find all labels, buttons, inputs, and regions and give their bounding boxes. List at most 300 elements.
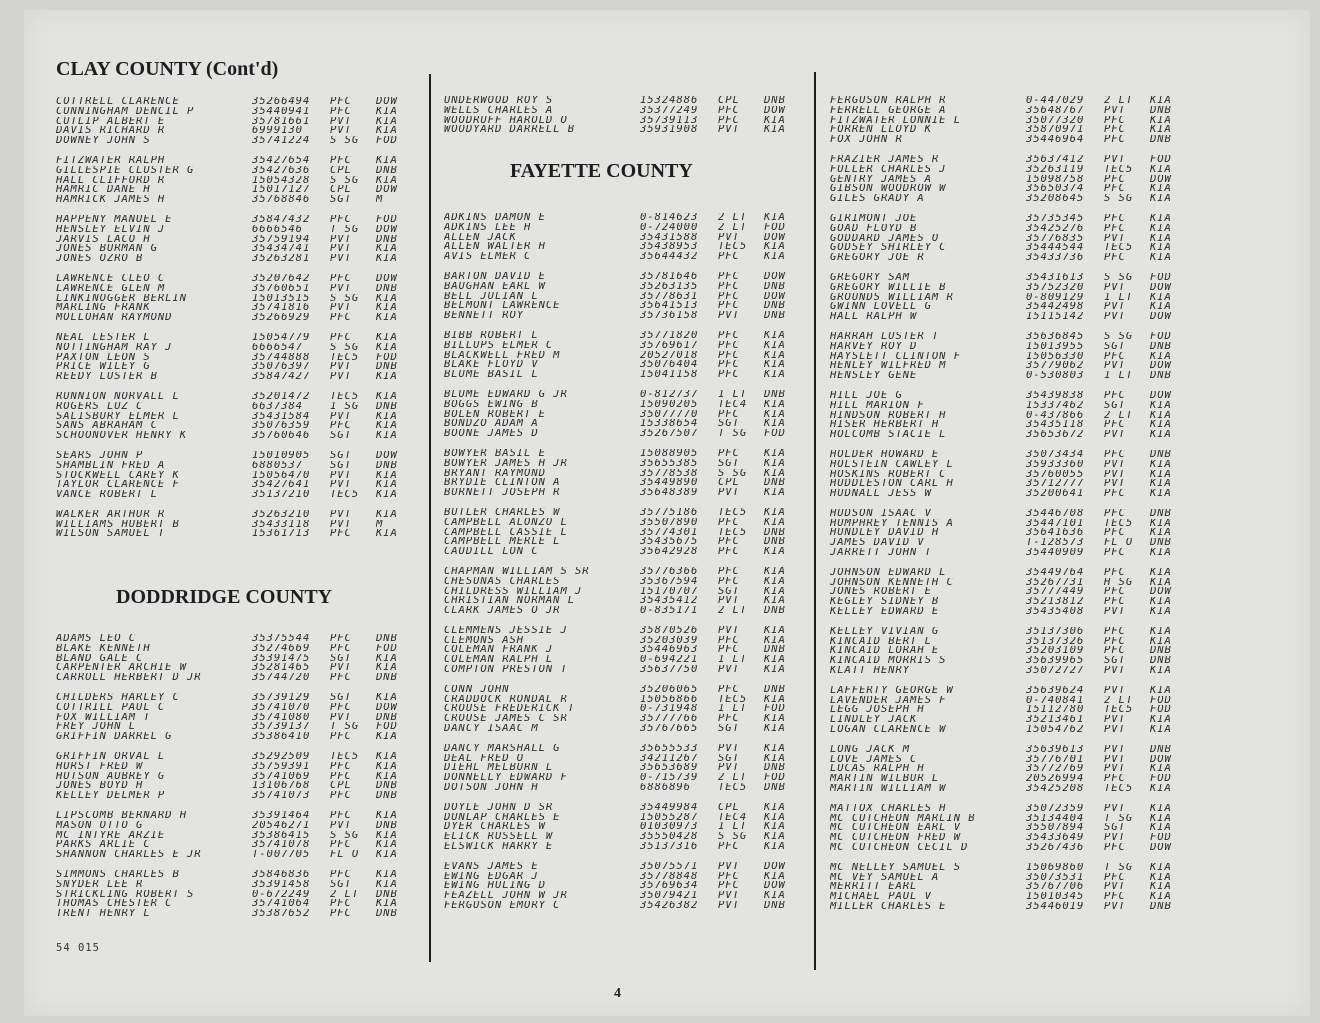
rank: PFC [718, 547, 740, 557]
serial-number: 35507894 [1026, 823, 1085, 834]
casualty-name: PARKS ARLIE C [56, 840, 151, 851]
casualty-row [830, 538, 1210, 548]
rank: PFC [330, 673, 352, 683]
casualty-name: LAVENDER JAMES F [830, 695, 947, 706]
status: DNB [764, 537, 786, 548]
serial-number: 35267436 [1026, 843, 1085, 853]
rank: SGT [330, 460, 352, 471]
status: KIA [376, 830, 398, 841]
casualty-name: DANCY MARSHALL G [444, 743, 561, 754]
rank: SGT [718, 419, 740, 430]
rank: PFC [718, 842, 740, 852]
rank: PFC [718, 409, 740, 420]
status: DNB [1150, 135, 1172, 145]
casualty-row [56, 673, 436, 683]
casualty-row [444, 459, 824, 469]
casualty-row [444, 331, 824, 341]
rank: PFC [1104, 587, 1126, 598]
casualty-row [830, 892, 1210, 902]
casualty-row [56, 402, 436, 412]
casualty-name: BOONE JAMES D [444, 429, 539, 439]
entry-group [56, 752, 436, 801]
casualty-row [56, 663, 436, 673]
casualty-row [444, 360, 824, 370]
casualty-name: BLAKE FLOYD V [444, 360, 539, 371]
serial-number: 35292509 [252, 751, 311, 762]
serial-number: 35433736 [1026, 253, 1085, 263]
status: KIA [376, 509, 398, 520]
status: KIA [764, 419, 786, 430]
casualty-name: COLEMAN RALPH L [444, 655, 554, 666]
casualty-row [830, 155, 1210, 165]
casualty-row [444, 547, 824, 557]
rank: PVT [718, 665, 740, 675]
rank: S SG [1104, 272, 1134, 283]
casualty-row [444, 370, 824, 380]
rank: PVT [1104, 469, 1126, 480]
status: KIA [1150, 96, 1172, 106]
casualty-name: HARRAH LUSTER T [830, 331, 940, 342]
serial-number: 20526994 [1026, 774, 1085, 785]
rank: PVT [330, 519, 352, 530]
status: KIA [1150, 233, 1172, 244]
serial-number: 35741080 [252, 712, 311, 723]
casualty-name: DAVIS RICHARD R [56, 126, 166, 137]
rank: TEC5 [718, 783, 748, 793]
casualty-name: CHILDERS HARLEY C [56, 692, 180, 703]
casualty-row [56, 510, 436, 520]
casualty-row [56, 821, 436, 831]
entry-group [830, 391, 1210, 440]
serial-number: 0-672249 [252, 889, 311, 900]
casualty-row [56, 520, 436, 530]
rank: PFC [330, 313, 352, 323]
rank: PFC [1104, 135, 1126, 145]
rank: TEC5 [718, 694, 748, 705]
rank: PVT [718, 625, 740, 636]
status: KIA [376, 391, 398, 402]
casualty-row [444, 862, 824, 872]
casualty-row [56, 451, 436, 461]
serial-number: 35741078 [252, 840, 311, 851]
serial-number: 35769617 [640, 340, 699, 351]
rank: SGT [1104, 656, 1126, 667]
status: FOD [376, 643, 398, 654]
serial-number: 35846836 [252, 869, 311, 880]
rank: TEC5 [718, 507, 748, 518]
casualty-name: JONES BOYD H [56, 781, 144, 792]
casualty-name: GRIFFIN ORVAL L [56, 751, 166, 762]
rank: PFC [1104, 449, 1126, 460]
casualty-name: CHRISTIAN NORMAN L [444, 596, 576, 607]
serial-number: 35440941 [252, 106, 311, 117]
serial-number: 35442498 [1026, 302, 1085, 313]
casualty-row [830, 342, 1210, 352]
serial-number: 35391458 [252, 879, 311, 890]
casualty-row [830, 312, 1210, 322]
rank: 2 LT [1104, 96, 1134, 106]
status: FOD [1150, 272, 1172, 283]
status: KIA [376, 411, 398, 422]
casualty-name: CUTLIP ALBERT E [56, 116, 166, 127]
rank: PVT [330, 470, 352, 481]
rank: PVT [330, 480, 352, 491]
casualty-name: CLARK JAMES O JR [444, 606, 561, 616]
status: KIA [1150, 872, 1172, 883]
casualty-name: CONN JOHN [444, 684, 510, 695]
rank: 1 LT [1104, 292, 1134, 303]
status: FOD [764, 222, 786, 233]
casualty-row [56, 772, 436, 782]
serial-number: 35433118 [252, 519, 311, 530]
serial-number: 35427636 [252, 165, 311, 176]
serial-number: 35208645 [1026, 194, 1085, 204]
rank: TEC5 [1104, 784, 1134, 794]
serial-number: 35550428 [640, 832, 699, 843]
rank: PVT [330, 254, 352, 264]
casualty-name: CAMPBELL MERLE L [444, 537, 561, 548]
status: DNB [764, 96, 786, 106]
serial-number: 35446963 [640, 645, 699, 656]
serial-number: 35203109 [1026, 646, 1085, 657]
casualty-name: GIRIMONT JOE [830, 213, 918, 224]
rank: PFC [1104, 774, 1126, 785]
casualty-name: MICHAEL PAUL V [830, 892, 932, 902]
casualty-row [444, 528, 824, 538]
status: KIA [376, 470, 398, 481]
casualty-row [830, 764, 1210, 774]
status: KIA [764, 842, 786, 852]
rank: 2 LT [330, 889, 360, 900]
rank: PFC [1104, 174, 1126, 185]
casualty-name: WILLIAMS HUBERT B [56, 519, 180, 530]
status: KIA [764, 213, 786, 223]
casualty-name: HURST FRED W [56, 761, 144, 772]
casualty-name: BELMONT LAWRENCE [444, 301, 561, 312]
rank: PVT [718, 901, 740, 911]
casualty-name: FERRELL GEORGE A [830, 105, 947, 116]
status: KIA [1150, 125, 1172, 136]
status: FOD [764, 773, 786, 784]
serial-number: 0-812737 [640, 389, 699, 400]
rank: PFC [718, 566, 740, 577]
serial-number: 35776835 [1026, 233, 1085, 244]
serial-number: 35427654 [252, 155, 311, 166]
casualty-name: JOHNSON EDWARD L [830, 567, 947, 578]
serial-number: 35201472 [252, 391, 311, 402]
casualty-row [444, 901, 824, 911]
casualty-name: ELSWICK HARRY E [444, 842, 554, 852]
serial-number: 35079421 [640, 891, 699, 902]
entry-group [56, 634, 436, 683]
casualty-name: GREGORY SAM [830, 272, 911, 283]
status: KIA [376, 771, 398, 782]
serial-number: 35446708 [1026, 508, 1085, 519]
casualty-name: SCHOONOVER HENRY K [56, 431, 188, 441]
casualty-name: MC INTYRE ARZIE [56, 830, 166, 841]
entry-group [444, 96, 824, 135]
status: KIA [376, 106, 398, 117]
casualty-name: LOVE JAMES C [830, 754, 918, 765]
status: DOW [1150, 587, 1172, 598]
rank: PFC [1104, 508, 1126, 519]
casualty-name: HENSLEY GENE [830, 371, 918, 381]
rank: PVT [718, 596, 740, 607]
serial-number: 35426382 [640, 901, 699, 911]
casualty-name: BURNETT JOSEPH R [444, 488, 561, 498]
casualty-row [444, 223, 824, 233]
casualty-name: JONES BURMAN G [56, 244, 158, 255]
casualty-row [830, 873, 1210, 883]
casualty-row [56, 254, 436, 264]
casualty-row [444, 106, 824, 116]
serial-number: 35263281 [252, 254, 311, 264]
status: DOW [764, 105, 786, 116]
casualty-row [444, 429, 824, 439]
casualty-row [56, 343, 436, 353]
serial-number: 35077770 [640, 409, 699, 420]
rank: PVT [1104, 361, 1126, 372]
casualty-name: BLUME BASIL L [444, 370, 539, 380]
casualty-row [444, 606, 824, 616]
casualty-name: BOLEN ROBERT E [444, 409, 546, 420]
casualty-name: SALISBURY ELMER L [56, 411, 180, 422]
rank: PVT [330, 283, 352, 294]
status: KIA [764, 635, 786, 646]
status: KIA [1150, 351, 1172, 362]
casualty-name: MC CUTCHEON MARLIN B [830, 813, 976, 824]
serial-number: 15088905 [640, 448, 699, 459]
serial-number: 20527018 [640, 350, 699, 361]
status: KIA [376, 653, 398, 664]
status: KIA [1150, 243, 1172, 254]
rank: T SG [1104, 813, 1134, 824]
county-heading: DODDRIDGE COUNTY [116, 586, 333, 608]
status: KIA [1150, 302, 1172, 313]
casualty-name: KINCAID MORRIS S [830, 656, 947, 667]
status: KIA [376, 431, 398, 441]
serial-number: 0-809129 [1026, 292, 1085, 303]
casualty-name: BRYANT RAYMOND [444, 468, 546, 479]
serial-number: 35137316 [640, 842, 699, 852]
serial-number: 35391464 [252, 810, 311, 821]
status: DOW [376, 450, 398, 461]
casualty-row [56, 693, 436, 703]
casualty-name: WOODYARD DARRELL B [444, 125, 576, 136]
casualty-row [830, 833, 1210, 843]
casualty-name: BOWYER BASIL E [444, 448, 546, 459]
rank: SGT [1104, 823, 1126, 834]
status: KIA [764, 802, 786, 813]
casualty-row [830, 656, 1210, 666]
serial-number: 35781661 [252, 116, 311, 127]
casualty-row [56, 333, 436, 343]
rank: SGT [330, 450, 352, 461]
rank: PFC [1104, 636, 1126, 647]
rank: PVT [1104, 901, 1126, 912]
rank: PFC [1104, 597, 1126, 608]
casualty-name: DIEHL MELBURN L [444, 763, 554, 774]
rank: PFC [1104, 872, 1126, 883]
casualty-name: UNDERWOOD ROY S [444, 96, 554, 106]
casualty-row [444, 891, 824, 901]
status: KIA [1150, 223, 1172, 234]
serial-number: 35870526 [640, 625, 699, 636]
status: KIA [376, 332, 398, 343]
status: KIA [376, 663, 398, 674]
rank: S SG [718, 832, 748, 843]
rank: 2 LT [1104, 695, 1134, 706]
rank: PFC [330, 643, 352, 654]
casualty-row [56, 644, 436, 654]
casualty-row [56, 136, 436, 146]
rank: PVT [1104, 803, 1126, 814]
rank: PFC [330, 273, 352, 284]
entry-group [56, 451, 436, 500]
casualty-name: CROUSE FREDERICK T [444, 704, 576, 715]
serial-number: 35077320 [1026, 115, 1085, 126]
casualty-row [830, 420, 1210, 430]
rank: 2 LT [718, 773, 748, 784]
status: DOW [764, 881, 786, 892]
status: DNB [376, 634, 398, 644]
status: DNB [764, 281, 786, 292]
status: KIA [376, 480, 398, 491]
serial-number: 35781646 [640, 271, 699, 282]
casualty-name: EWING HULING D [444, 881, 546, 892]
casualty-row [830, 823, 1210, 833]
casualty-name: HUTSON AUBREY G [56, 771, 166, 782]
status: KIA [764, 655, 786, 666]
serial-number: 35653689 [640, 763, 699, 774]
status: KIA [764, 468, 786, 479]
serial-number: 0-731948 [640, 704, 699, 715]
casualty-row [56, 126, 436, 136]
casualty-name: NEAL LESTER L [56, 332, 151, 343]
casualty-row [444, 645, 824, 655]
casualty-row [830, 745, 1210, 755]
status: DNB [764, 527, 786, 538]
status: KIA [1150, 715, 1172, 726]
casualty-row [444, 478, 824, 488]
entry-group [444, 803, 824, 852]
serial-number: 35207642 [252, 273, 311, 284]
status: DOW [1150, 390, 1172, 401]
serial-number: 35435408 [1026, 607, 1085, 617]
rank: PVT [718, 311, 740, 321]
casualty-row [830, 352, 1210, 362]
status: KIA [1150, 469, 1172, 480]
status: KIA [764, 242, 786, 253]
casualty-name: FULLER CHARLES J [830, 164, 947, 175]
casualty-name: COTTRILL PAUL C [56, 702, 166, 713]
casualty-name: FREY JOHN L [56, 722, 137, 733]
casualty-name: EWING EDGAR J [444, 871, 539, 882]
rank: PFC [1104, 351, 1126, 362]
status: KIA [1150, 784, 1172, 794]
casualty-name: CHILDRESS WILLIAM J [444, 586, 583, 597]
rank: PFC [330, 634, 352, 644]
serial-number: 15054762 [1026, 725, 1085, 735]
rank: PFC [718, 291, 740, 302]
casualty-name: ALLEN JACK [444, 232, 517, 243]
status: KIA [1150, 115, 1172, 126]
status: KIA [764, 399, 786, 410]
serial-number: 0-715739 [640, 773, 699, 784]
status: DNB [1150, 901, 1172, 912]
rank: PFC [330, 332, 352, 343]
rank: CPL [330, 781, 352, 792]
status: KIA [376, 372, 398, 382]
serial-number: 35760055 [1026, 469, 1085, 480]
entry-group [830, 155, 1210, 204]
casualty-row [830, 243, 1210, 253]
serial-number: 35741064 [252, 899, 311, 910]
casualty-row [444, 881, 824, 891]
status: KIA [1150, 430, 1172, 440]
entry-group [444, 272, 824, 321]
casualty-name: ELICK RUSSELL W [444, 832, 554, 843]
rank: PVT [718, 861, 740, 872]
casualty-name: DOTSON JOHN H [444, 783, 539, 793]
casualty-name: GIBSON WOODROW W [830, 184, 947, 195]
casualty-name: HISER HERBERT H [830, 420, 940, 431]
serial-number: 35375544 [252, 634, 311, 644]
casualty-row [56, 899, 436, 909]
serial-number: 35438953 [640, 242, 699, 253]
status: KIA [764, 891, 786, 902]
rank: PFC [330, 771, 352, 782]
serial-number: 15010905 [252, 450, 311, 461]
serial-number: 35274669 [252, 643, 311, 654]
status: DOW [1150, 843, 1172, 853]
casualty-list [444, 213, 824, 921]
casualty-name: MC NELLEY SAMUEL S [830, 862, 962, 873]
casualty-row [444, 822, 824, 832]
casualty-name: MC CUTCHEON FRED W [830, 833, 962, 843]
status: KIA [764, 625, 786, 636]
rank: S SG [1104, 194, 1134, 204]
rank: PFC [718, 871, 740, 882]
casualty-row [56, 781, 436, 791]
serial-number: 35076397 [252, 362, 311, 373]
serial-number: 35741073 [252, 791, 311, 801]
casualty-name: FITZWATER RALPH [56, 155, 166, 166]
casualty-row [830, 666, 1210, 676]
serial-number: 35440909 [1026, 548, 1085, 558]
casualty-row [444, 341, 824, 351]
rank: PFC [718, 645, 740, 656]
entry-group [56, 274, 436, 323]
status: KIA [1150, 666, 1172, 676]
serial-number: 35760651 [252, 283, 311, 294]
casualty-name: BIBB ROBERT L [444, 330, 539, 341]
status: DOW [376, 273, 398, 284]
serial-number: 35137326 [1026, 636, 1085, 647]
rank: PVT [718, 232, 740, 243]
status: KIA [376, 490, 398, 500]
status: KIA [376, 293, 398, 304]
status: DNB [1150, 105, 1172, 116]
casualty-name: GROUNDS WILLIAM R [830, 292, 954, 303]
casualty-row [56, 713, 436, 723]
serial-number: 35075571 [640, 861, 699, 872]
serial-number: 35736158 [640, 311, 699, 321]
status: DOW [1150, 361, 1172, 372]
rank: PVT [330, 244, 352, 255]
rank: PFC [718, 301, 740, 312]
serial-number: 35636845 [1026, 331, 1085, 342]
